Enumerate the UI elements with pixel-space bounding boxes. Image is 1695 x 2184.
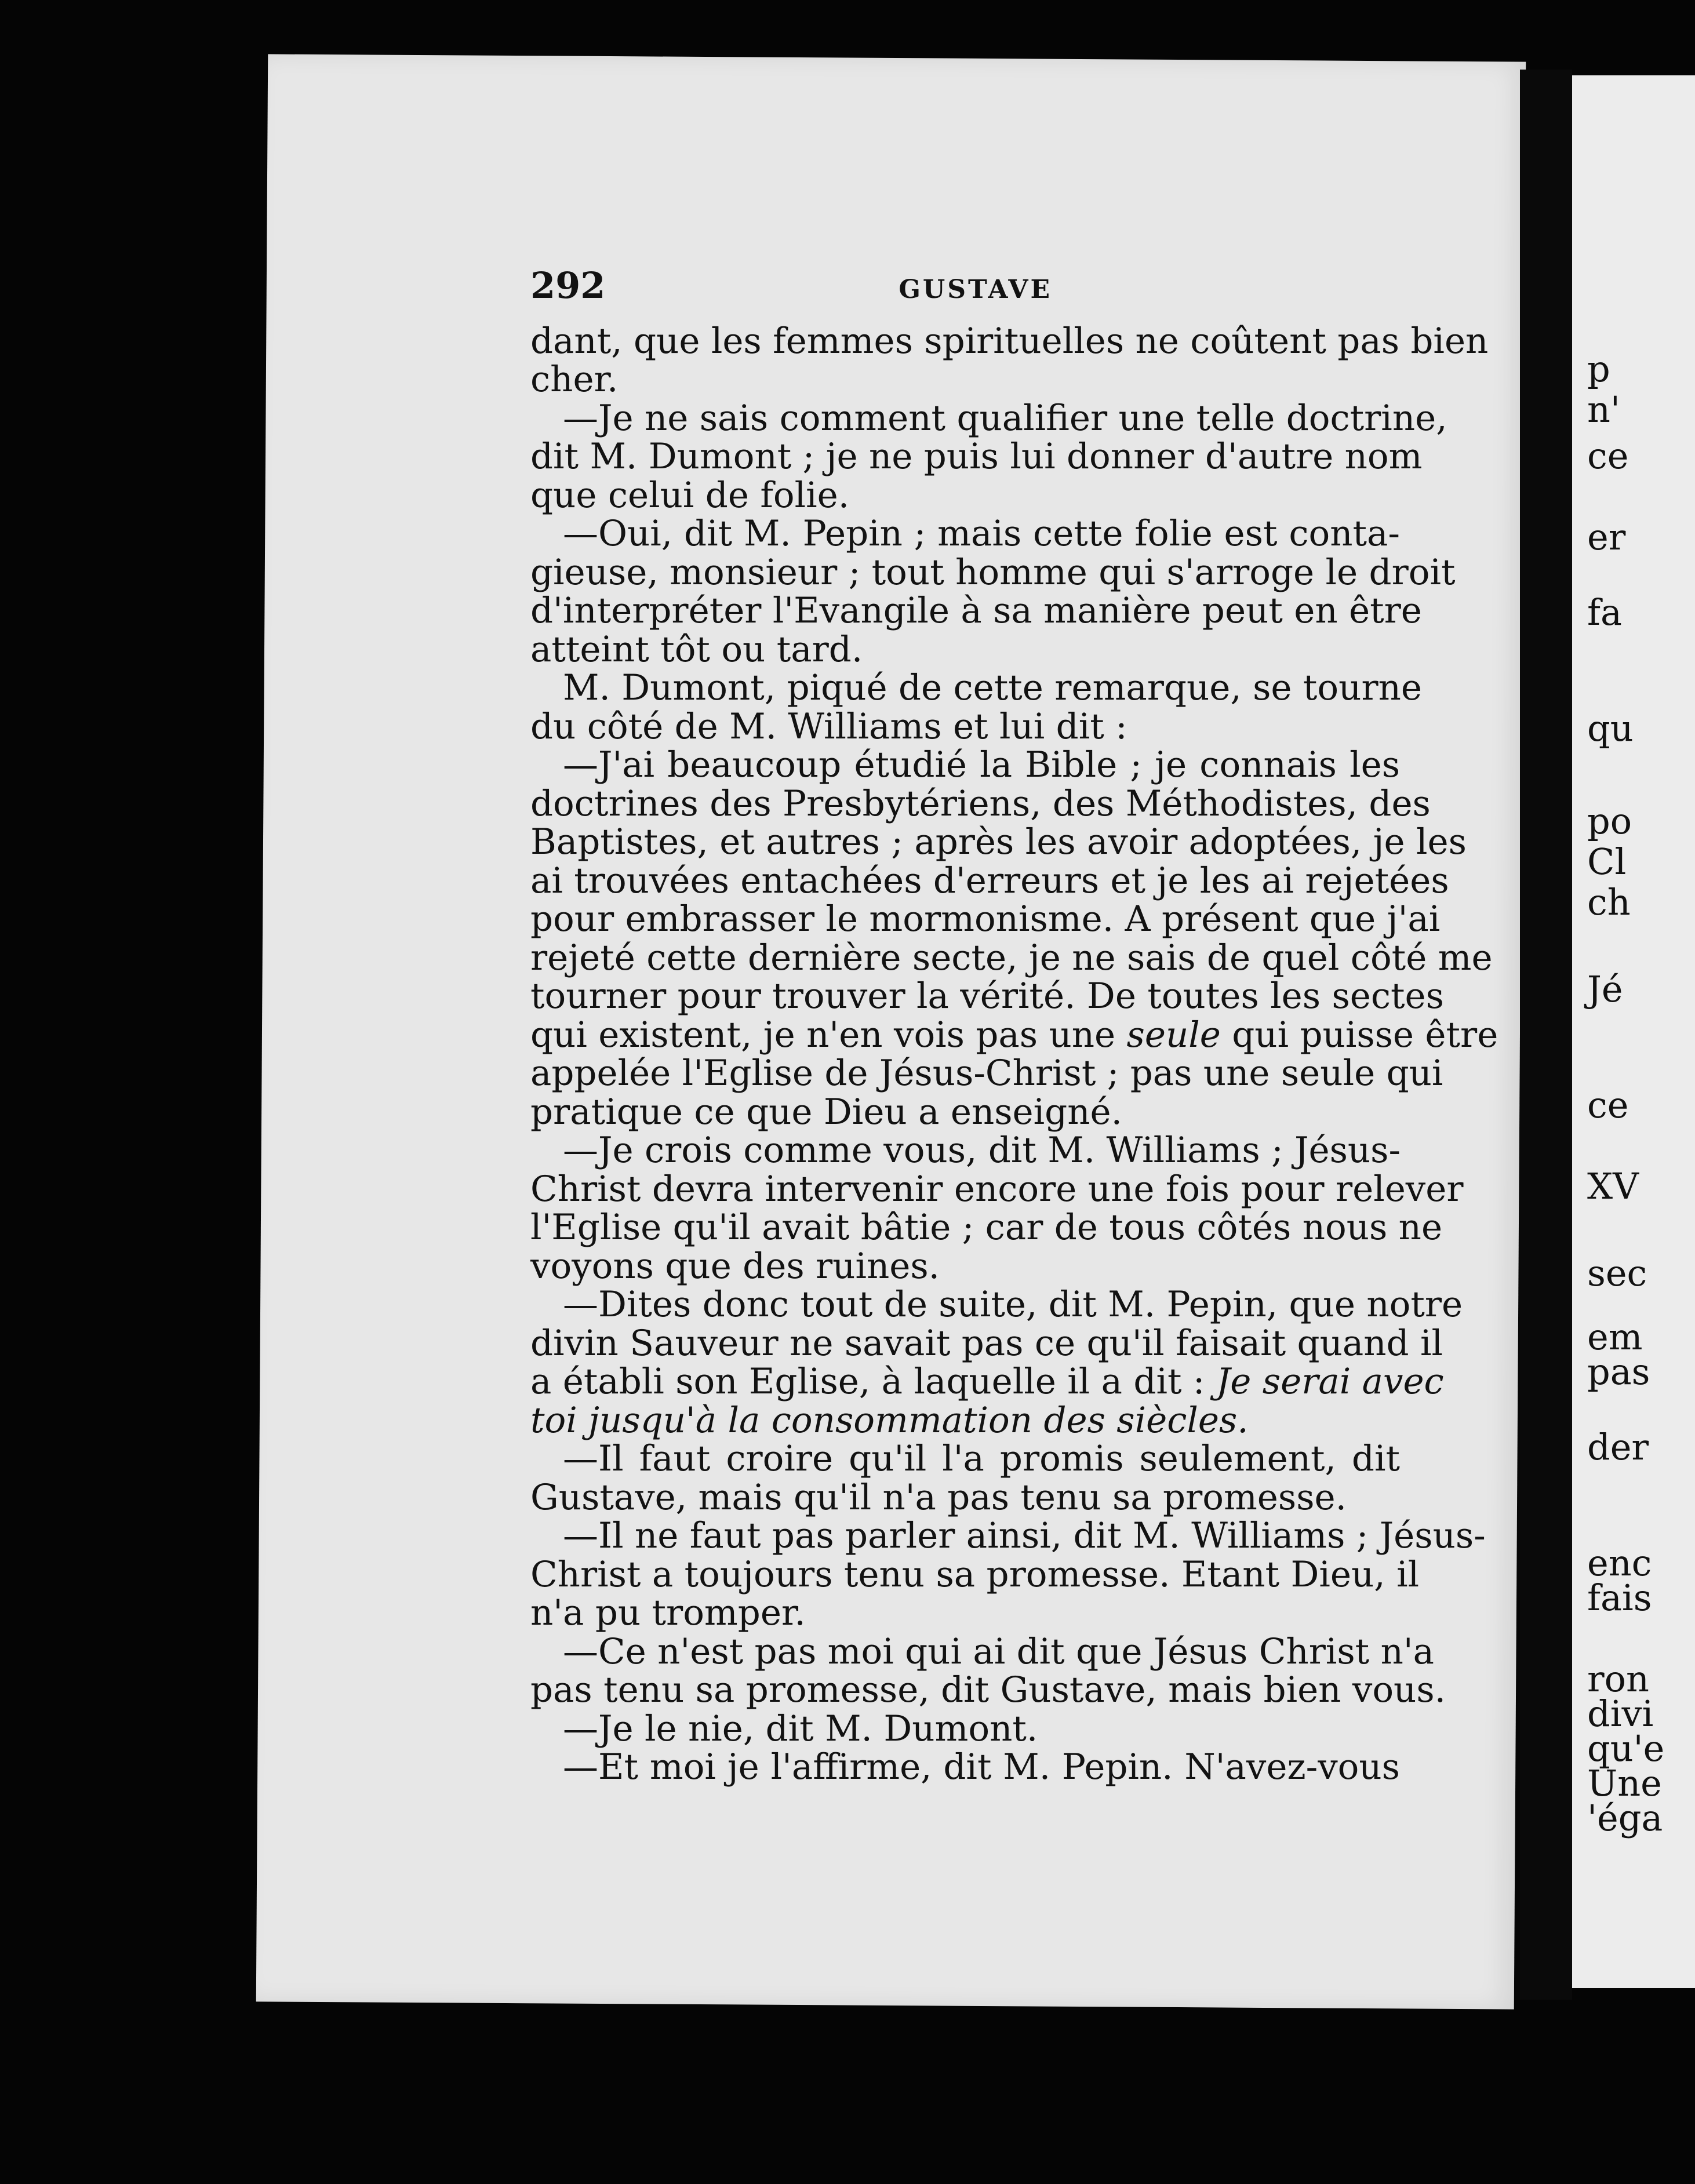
- facing-page-fragment: divi: [1587, 1692, 1654, 1735]
- text-line: [530, 782, 1431, 824]
- text-line: [530, 1669, 1446, 1710]
- facing-page-fragment: ce: [1587, 1084, 1629, 1126]
- text-line: [530, 898, 1441, 940]
- text-line: [530, 746, 1400, 785]
- text-line-content: qui existent, je n'en vois pas une: [530, 1014, 1116, 1055]
- text-line-content: ai trouvées entachées d'erreurs et je les ai rejetées: [530, 860, 1449, 901]
- text-line-content: —J'ai beaucoup étudié la Bible ; je connais les: [563, 744, 1400, 785]
- facing-page-fragment: po: [1587, 800, 1632, 842]
- text-line-content: —Il ne faut pas parler ainsi, dit M. Williams ; Jésus-: [563, 1515, 1486, 1556]
- facing-page-fragment: der: [1587, 1426, 1649, 1468]
- text-line: [530, 705, 1400, 747]
- text-line: [530, 1361, 1444, 1402]
- text-line: [530, 1553, 1420, 1595]
- facing-page-fragment: Cl: [1587, 840, 1627, 883]
- facing-page-fragment: Jé: [1587, 968, 1623, 1010]
- text-line-content: pratique ce que Dieu a enseigné.: [530, 1091, 1122, 1133]
- text-line-content: Christ devra intervenir encore une fois pour relever: [530, 1168, 1464, 1210]
- text-line-content: appelée l'Eglise de Jésus-Christ ; pas une seule qui: [530, 1053, 1443, 1094]
- text-line-content: —Dites donc tout de suite, dit M. Pepin, que notre: [563, 1284, 1463, 1325]
- text-line-content: gieuse, monsieur ; tout homme qui s'arroge le droit: [530, 551, 1456, 593]
- text-line-content: que celui de folie.: [530, 474, 850, 516]
- text-line: [530, 1515, 1486, 1556]
- text-line-content: M. Dumont, piqué de cette remarque, se tourne: [563, 667, 1422, 708]
- text-line: [530, 1322, 1443, 1364]
- text-line-content: doctrines des Presbytériens, des Méthodistes, des: [530, 782, 1431, 824]
- text-line-content: —Oui, dit M. Pepin ; mais cette folie est conta-: [563, 513, 1400, 554]
- text-line: [530, 1131, 1400, 1170]
- facing-page-fragment: fais: [1587, 1577, 1652, 1619]
- text-line-content: Christ a toujours tenu sa promesse. Etant Dieu, il: [530, 1553, 1420, 1595]
- text-line: [530, 1440, 1400, 1479]
- facing-page-fragment: em: [1587, 1316, 1643, 1358]
- text-line: [530, 1207, 1443, 1248]
- text-line-content: n'a pu tromper.: [530, 1592, 806, 1633]
- text-line-content: —Et moi je l'affirme, dit M. Pepin. N'avez-vous: [563, 1746, 1400, 1788]
- facing-page-fragment: pas: [1587, 1351, 1650, 1393]
- text-line-content: dit M. Dumont ; je ne puis lui donner d'autre nom: [530, 436, 1423, 477]
- text-line: [530, 1093, 1400, 1132]
- text-line: [530, 628, 1400, 670]
- text-line-content: pas tenu sa promesse, dit Gustave, mais bien vous.: [530, 1669, 1446, 1710]
- text-line-content: divin Sauveur ne savait pas ce qu'il faisait quand il: [530, 1322, 1443, 1364]
- facing-page-fragment: 'éga: [1587, 1797, 1663, 1839]
- text-line: [530, 436, 1423, 477]
- facing-page-fragment: ron: [1587, 1658, 1649, 1700]
- text-line-content: —Il faut croire qu'il l'a promis seulement, dit: [563, 1438, 1400, 1479]
- italic-text: seule: [1126, 1014, 1221, 1055]
- text-line: [530, 1748, 1400, 1787]
- text-line: [530, 1168, 1464, 1210]
- text-line: [530, 361, 1400, 399]
- text-line-content: d'interpréter l'Evangile à sa manière peut en être: [530, 590, 1422, 631]
- text-line: [530, 1710, 1400, 1749]
- text-line: [530, 1053, 1443, 1094]
- text-line-content: —Je crois comme vous, dit M. Williams ; Jésus-: [563, 1130, 1401, 1171]
- text-line-content: Baptistes, et autres ; après les avoir adoptées, je les: [530, 821, 1467, 862]
- text-line-content: dant, que les femmes spirituelles ne coûtent pas bien: [530, 320, 1489, 362]
- text-line: [530, 1014, 1498, 1055]
- text-line: [530, 590, 1422, 631]
- text-line: [530, 1247, 1400, 1286]
- facing-page-fragment: sec: [1587, 1252, 1647, 1294]
- facing-page-fragment: XV: [1587, 1165, 1639, 1207]
- facing-page-fragment: Une: [1587, 1762, 1662, 1804]
- text-line: [530, 1594, 1400, 1633]
- page-text: [530, 264, 1498, 1788]
- facing-page-fragment: enc: [1587, 1542, 1652, 1584]
- page-header: [530, 264, 1052, 310]
- facing-page-fragment: p: [1587, 348, 1610, 390]
- text-line-content: —Je le nie, dit M. Dumont.: [563, 1708, 1038, 1749]
- text-line-content: —Je ne sais comment qualifier une telle doctrine,: [563, 397, 1447, 439]
- facing-page-fragment: ce: [1587, 435, 1629, 477]
- text-line-content: voyons que des ruines.: [530, 1245, 940, 1287]
- text-line: [530, 476, 1400, 515]
- facing-page-fragment: n': [1587, 388, 1620, 431]
- facing-page-fragment: qu: [1587, 707, 1634, 749]
- facing-page-fragment: fa: [1587, 591, 1622, 634]
- text-line: [530, 1630, 1434, 1672]
- text-line-content: tourner pour trouver la vérité. De toutes les sectes: [530, 975, 1444, 1017]
- text-line-content: pour embrasser le mormonisme. A présent que j'ai: [530, 898, 1441, 940]
- text-line: [530, 1476, 1400, 1518]
- italic-text: Je serai avec: [1216, 1361, 1444, 1402]
- facing-page-fragment: ch: [1587, 881, 1631, 923]
- running-title: GUSTAVE: [899, 275, 1052, 304]
- text-line-content: du côté de M. Williams et lui dit :: [530, 705, 1127, 747]
- text-line-content: cher.: [530, 359, 619, 400]
- text-line: [530, 1284, 1463, 1325]
- text-line-content: Gustave, mais qu'il n'a pas tenu sa promesse.: [530, 1476, 1347, 1518]
- text-line-continuation: qui puisse être: [1232, 1014, 1498, 1055]
- facing-page-fragment: qu'e: [1587, 1727, 1665, 1770]
- text-line-content: l'Eglise qu'il avait bâtie ; car de tous côtés nous ne: [530, 1207, 1443, 1248]
- page-number: 292: [530, 264, 606, 307]
- text-line-content: a établi son Eglise, à laquelle il a dit :: [530, 1361, 1205, 1402]
- body-text: [530, 320, 1498, 1788]
- text-line-content: —Ce n'est pas moi qui ai dit que Jésus Christ n'a: [563, 1630, 1434, 1672]
- text-line-content: atteint tôt ou tard.: [530, 628, 863, 670]
- page-gutter-shadow: [1520, 70, 1572, 2000]
- italic-text: toi jusqu'à la consommation des siècles.: [530, 1399, 1249, 1441]
- facing-page-fragment: er: [1587, 516, 1626, 558]
- text-line: [530, 1399, 1400, 1441]
- text-line: [530, 320, 1489, 362]
- facing-page: [1572, 75, 1695, 1988]
- text-line: [530, 975, 1444, 1017]
- text-line: [530, 551, 1456, 593]
- text-line: [530, 821, 1467, 862]
- text-line: [530, 397, 1447, 439]
- text-line: [530, 515, 1400, 554]
- text-line: [530, 860, 1449, 901]
- text-line: [530, 937, 1493, 978]
- text-line-content: rejeté cette dernière secte, je ne sais de quel côté me: [530, 937, 1493, 978]
- text-line: [530, 667, 1422, 708]
